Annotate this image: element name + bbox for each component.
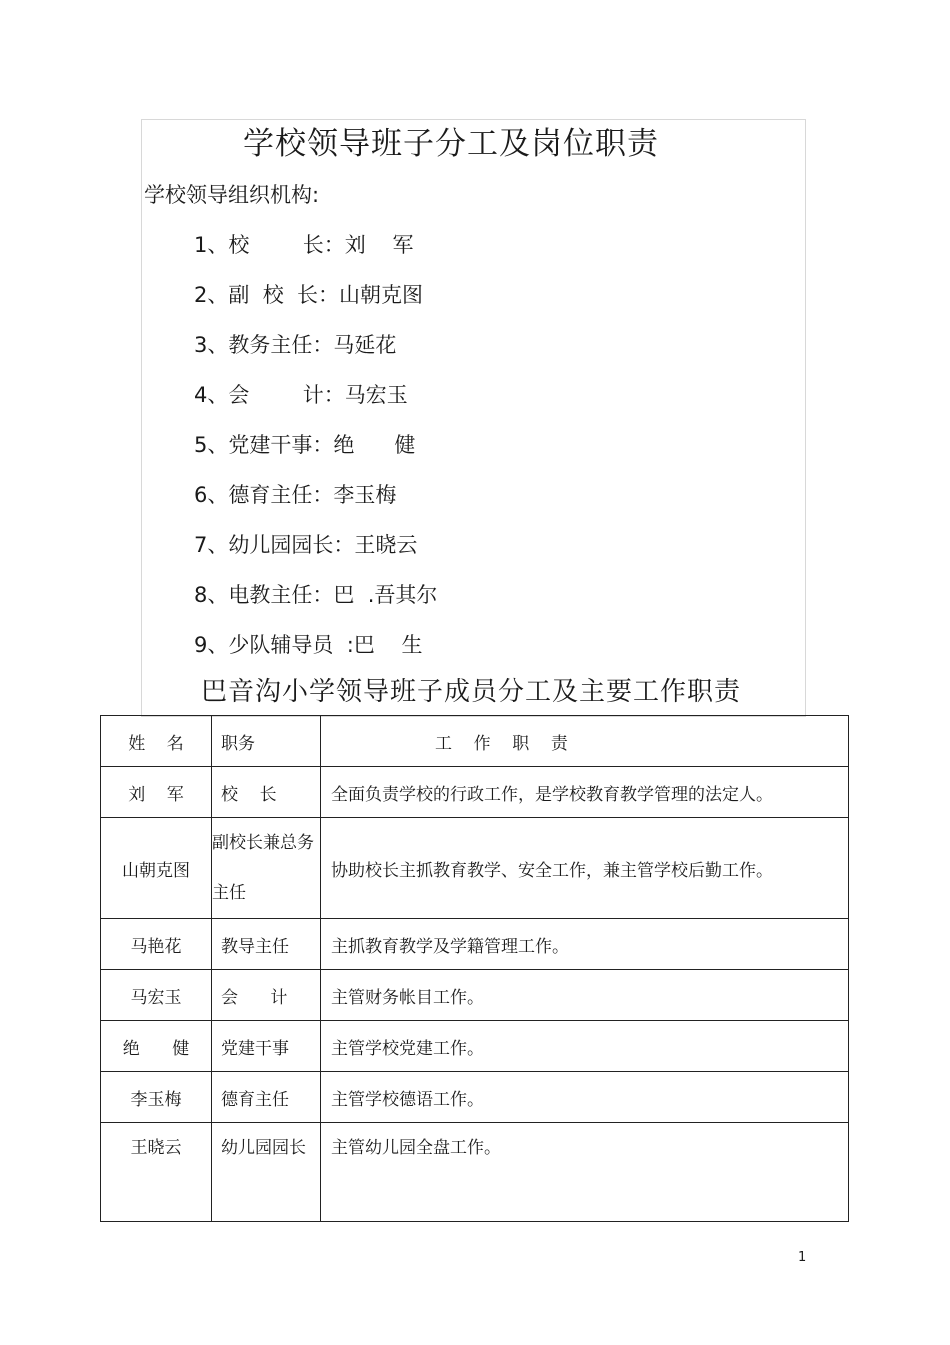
org-item: 9、少队辅导员 :巴 生 <box>194 633 423 657</box>
cell-position: 教导主任 <box>212 919 321 970</box>
org-item: 2、副 校 长：山朝克图 <box>194 283 424 307</box>
table-title: 巴音沟小学领导班子成员分工及主要工作职责 <box>200 677 741 707</box>
cell-name: 王晓云 <box>101 1123 212 1222</box>
cell-duty: 主抓教育教学及学籍管理工作。 <box>321 919 849 970</box>
table-row <box>101 1123 849 1222</box>
cell-name: 刘 军 <box>101 767 212 818</box>
cell-position: 德育主任 <box>212 1072 321 1123</box>
cell-position: 校 长 <box>212 767 321 818</box>
header-name: 姓 名 <box>101 716 212 767</box>
table-header-row <box>101 716 849 767</box>
table-row <box>101 818 849 919</box>
document-title: 学校领导班子分工及岗位职责 <box>243 126 659 162</box>
cell-duty: 协助校长主抓教育教学、安全工作，兼主管学校后勤工作。 <box>321 818 849 919</box>
org-item: 7、幼儿园园长：王晓云 <box>194 533 418 557</box>
table-row <box>101 970 849 1021</box>
cell-duty: 主管财务帐目工作。 <box>321 970 849 1021</box>
cell-name: 绝 健 <box>101 1021 212 1072</box>
org-item: 8、电教主任：巴 .吾其尔 <box>194 583 438 607</box>
cell-duty: 主管学校党建工作。 <box>321 1021 849 1072</box>
duty-table <box>100 715 849 1222</box>
cell-name: 山朝克图 <box>101 818 212 919</box>
table-row <box>101 767 849 818</box>
cell-duty: 主管幼儿园全盘工作。 <box>321 1123 849 1222</box>
org-item: 3、教务主任：马延花 <box>194 333 397 357</box>
org-item: 4、会 计：马宏玉 <box>194 383 408 407</box>
cell-duty: 全面负责学校的行政工作，是学校教育教学管理的法定人。 <box>321 767 849 818</box>
cell-name: 马艳花 <box>101 919 212 970</box>
header-position: 职务 <box>212 716 321 767</box>
org-list <box>194 229 437 679</box>
cell-name: 李玉梅 <box>101 1072 212 1123</box>
org-item: 6、德育主任：李玉梅 <box>194 483 397 507</box>
table-row <box>101 1021 849 1072</box>
cell-name: 马宏玉 <box>101 970 212 1021</box>
table-row <box>101 1072 849 1123</box>
cell-duty: 主管学校德语工作。 <box>321 1072 849 1123</box>
org-item: 1、校 长：刘 军 <box>194 233 414 257</box>
cell-position: 副校长兼总务主任 <box>212 818 321 919</box>
header-duty: 工 作 职 责 <box>321 716 849 767</box>
page-number: 1 <box>798 1250 807 1265</box>
cell-position: 党建干事 <box>212 1021 321 1072</box>
table-row <box>101 919 849 970</box>
cell-position: 会 计 <box>212 970 321 1021</box>
org-heading: 学校领导组织机构: <box>144 183 320 207</box>
org-item: 5、党建干事：绝 健 <box>194 433 416 457</box>
cell-position: 幼儿园园长 <box>212 1123 321 1222</box>
